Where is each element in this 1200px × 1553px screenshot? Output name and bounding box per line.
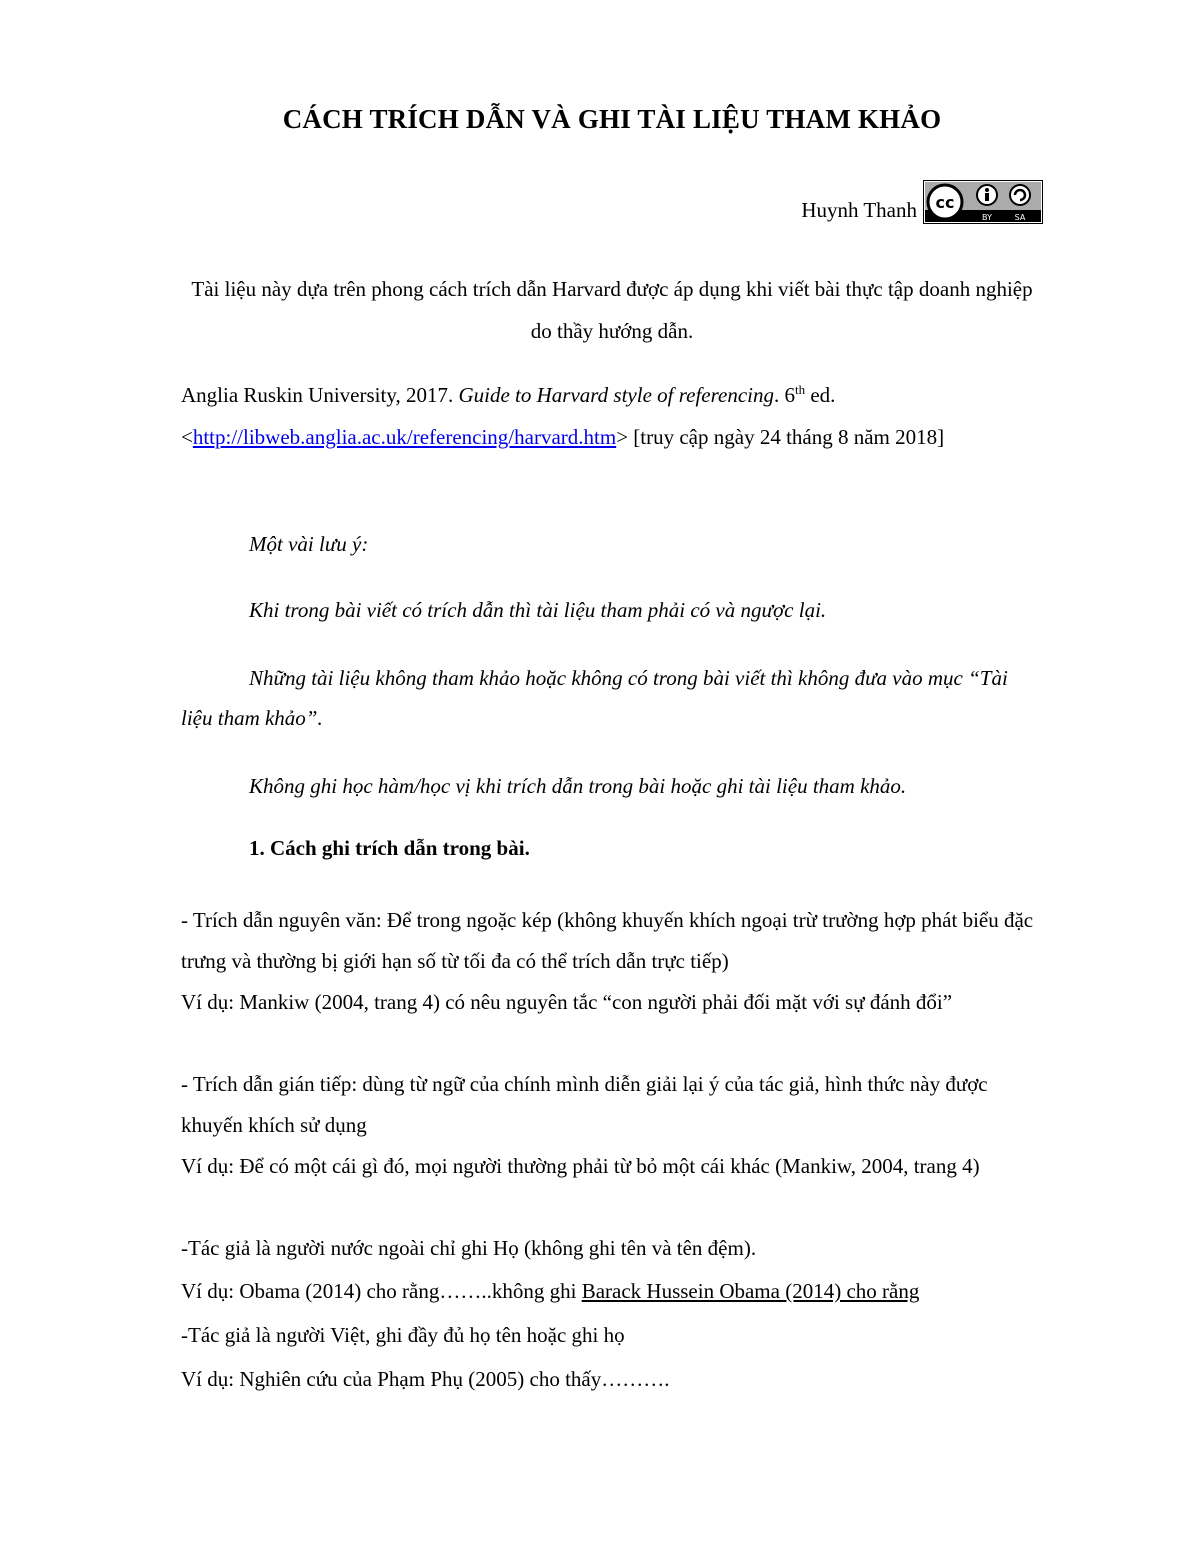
body-line-obama-example: [181, 1271, 1043, 1312]
author-row: [801, 180, 1043, 224]
body-line: -Tác giả là người Việt, ghi đầy đủ họ tên hoặc ghi họ: [181, 1323, 625, 1347]
body-line: Ví dụ: Để có một cái gì đó, mọi người thường phải từ bỏ một cái khác (Mankiw, 2004, trang 4): [181, 1154, 980, 1178]
body-line: - Trích dẫn nguyên văn: Để trong ngoặc kép (không khuyến khích ngoại trừ trường hợp phát biểu đặc trưng và thường bị giới hạn số từ tối đa có thể trích dẫn trực tiếp): [181, 908, 1034, 973]
by-label: BY: [982, 213, 992, 222]
document-title: CÁCH TRÍCH DẪN VÀ GHI TÀI LIỆU THAM KHẢO: [282, 104, 942, 134]
url-close-bracket: >: [616, 425, 629, 449]
sa-label: SA: [1014, 213, 1026, 222]
notes-heading: Một vài lưu ý:: [249, 532, 369, 556]
reference-book-title: Guide to Harvard style of referencing: [458, 383, 774, 407]
reference-access-date: [truy cập ngày 24 tháng 8 năm 2018]: [628, 425, 945, 449]
note-item: Những tài liệu không tham khảo hoặc không có trong bài viết thì không đưa vào mục “Tài liệu tham khảo”.: [181, 666, 1008, 730]
cc-by-sa-license-icon: [923, 180, 1043, 224]
obama-example-underlined: Barack Hussein Obama (2014) cho rằng: [581, 1279, 920, 1303]
obama-example-prefix: Ví dụ: Obama (2014) cho rằng……..không ghi: [181, 1279, 582, 1303]
url-open-bracket: <: [181, 425, 193, 449]
cc-text: cc: [935, 193, 955, 212]
reference-after-title: . 6: [773, 383, 795, 407]
body-line: -Tác giả là người nước ngoài chỉ ghi Họ (không ghi tên và tên đệm).: [181, 1236, 757, 1260]
reference-url-link[interactable]: http://libweb.anglia.ac.uk/referencing/harvard.htm: [192, 425, 617, 449]
intro-paragraph: Tài liệu này dựa trên phong cách trích dẫn Harvard được áp dụng khi viết bài thực tập doanh nghiệp do thầy hướng dẫn.: [191, 277, 1033, 343]
note-item: Khi trong bài viết có trích dẫn thì tài liệu tham phải có và ngược lại.: [249, 598, 827, 622]
author-name: Huynh Thanh: [801, 198, 917, 222]
body-line: Ví dụ: Mankiw (2004, trang 4) có nêu nguyên tắc “con người phải đối mặt với sự đánh đổi”: [181, 990, 953, 1014]
reference-edition-rest: ed.: [805, 383, 836, 407]
note-item: Không ghi học hàm/học vị khi trích dẫn trong bài hoặc ghi tài liệu tham khảo.: [249, 774, 907, 798]
reference-entry: [181, 374, 1043, 458]
body-line: - Trích dẫn gián tiếp: dùng từ ngữ của chính mình diễn giải lại ý của tác giả, hình thức này được khuyến khích sử dụng: [181, 1072, 988, 1137]
section-heading: 1. Cách ghi trích dẫn trong bài.: [249, 836, 530, 860]
reference-source: Anglia Ruskin University, 2017.: [181, 383, 459, 407]
body-line: Ví dụ: Nghiên cứu của Phạm Phụ (2005) cho thấy……….: [181, 1367, 670, 1391]
reference-edition-superscript: th: [794, 382, 806, 397]
